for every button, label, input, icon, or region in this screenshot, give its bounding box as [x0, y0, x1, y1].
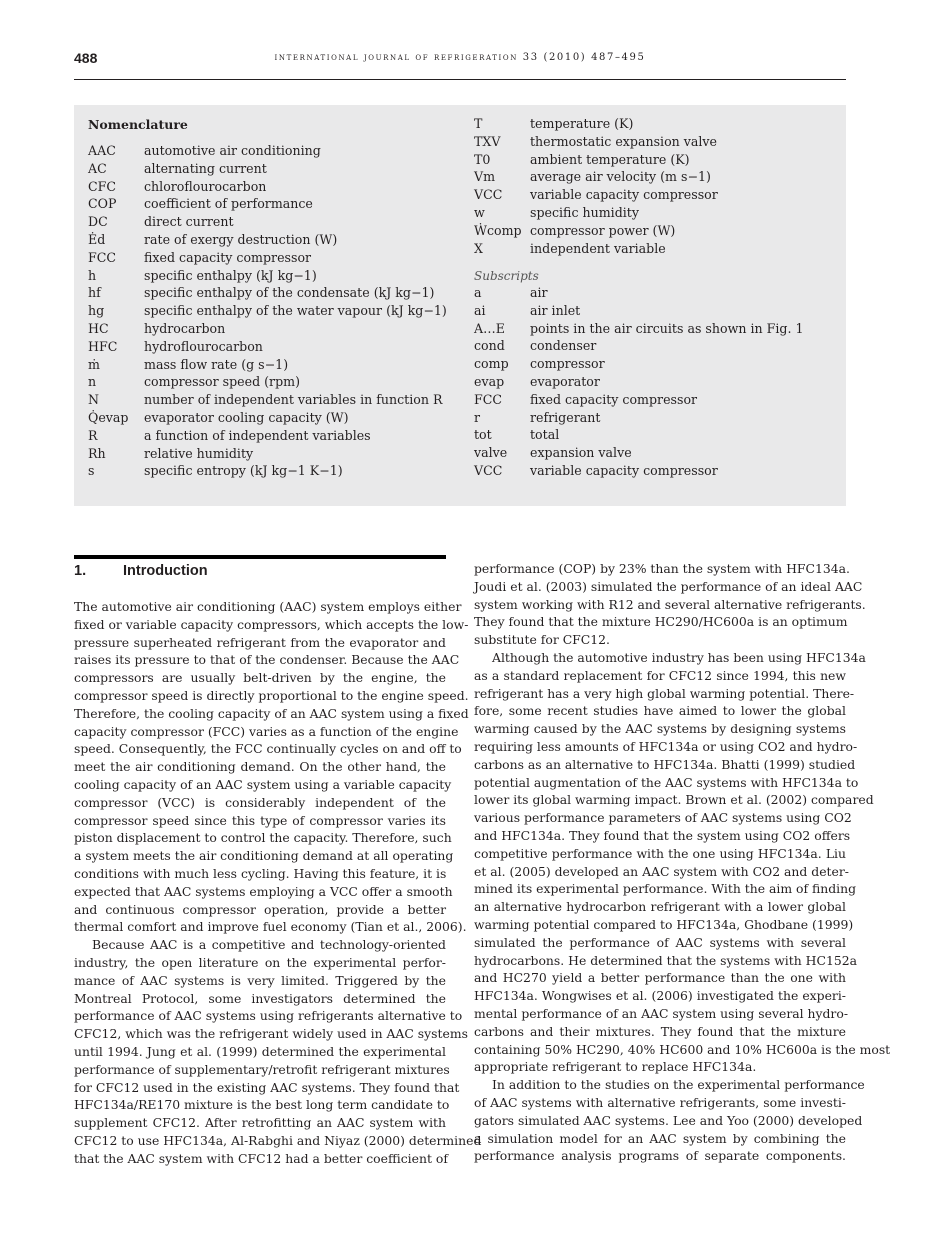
text-line: et al. (2005) developed an AAC system with CO2 and deter-: [474, 863, 849, 879]
nomenclature-box: [74, 105, 846, 506]
subscript-definition: total: [530, 427, 560, 443]
text-line: simulated the performance of AAC systems with several: [474, 934, 846, 950]
nomenclature-right-definition: thermostatic expansion valve: [530, 133, 717, 149]
nomenclature-right-definition: ambient temperature (K): [530, 151, 690, 167]
text-line: piston displacement to control the capacity. Therefore, such: [74, 830, 452, 846]
text-line: substitute for CFC12.: [474, 632, 610, 648]
nomenclature-right-symbol: Ẇcomp: [474, 222, 522, 238]
subscript-symbol: VCC: [474, 463, 503, 478]
nomenclature-left-definition: mass flow rate (g s−1): [144, 356, 289, 372]
text-line: industry, the open literature on the experimental perfor-: [74, 955, 446, 970]
text-line: a simulation model for an AAC system by combining the: [474, 1130, 846, 1146]
nomenclature-left-symbol: DC: [88, 214, 108, 230]
text-line: mined its experimental performance. With the aim of finding: [474, 881, 857, 897]
nomenclature-left-definition: hydrocarbon: [144, 321, 226, 336]
nomenclature-left-definition: hydroflourocarbon: [144, 338, 263, 354]
subscript-definition: air inlet: [530, 302, 581, 318]
nomenclature-left-symbol: Q̇evap: [88, 410, 129, 425]
subscript-symbol: FCC: [474, 391, 503, 407]
nomenclature-left-definition: a function of independent variables: [144, 427, 371, 443]
text-line: compressor speed is directly proportional to the engine speed.: [74, 688, 469, 703]
nomenclature-right-symbol: VCC: [474, 187, 503, 203]
text-line: a system meets the air conditioning demand at all operating: [74, 848, 454, 864]
text-line: conditions with much less cycling. Having this feature, it is: [74, 866, 447, 881]
text-line: HFC134a. Wongwises et al. (2006) investigated the experi-: [474, 988, 846, 1004]
text-line: competitive performance with the one using HFC134a. Liu: [474, 845, 846, 861]
text-line: The automotive air conditioning (AAC) system employs either: [74, 599, 462, 614]
text-line: CFC12, which was the refrigerant widely used in AAC systems: [74, 1026, 468, 1042]
nomenclature-right-symbol: w: [474, 205, 485, 220]
text-line: In addition to the studies on the experimental performance: [492, 1077, 865, 1093]
nomenclature-left-symbol: HC: [88, 321, 109, 336]
subscript-symbol: cond: [474, 338, 505, 354]
subscript-symbol: tot: [474, 427, 492, 443]
subscript-symbol: ai: [474, 302, 486, 318]
text-line: performance (COP) by 23% than the system with HFC134a.: [474, 561, 850, 576]
nomenclature-left-definition: chloroflourocarbon: [144, 178, 267, 194]
text-line: compressors are usually belt-driven by the engine, the: [74, 670, 446, 686]
nomenclature-left-symbol: Ėd: [88, 232, 106, 247]
nomenclature-right-symbol: TXV: [474, 133, 501, 149]
subscript-symbol: valve: [474, 445, 508, 461]
nomenclature-left-symbol: HFC: [88, 338, 118, 354]
text-line: Joudi et al. (2003) simulated the performance of an ideal AAC: [474, 578, 863, 594]
text-line: expected that AAC systems employing a VCC offer a smooth: [74, 883, 453, 899]
text-line: and HC270 yield a better performance than the one with: [474, 970, 846, 986]
nomenclature-left-symbol: FCC: [88, 249, 117, 265]
text-line: Therefore, the cooling capacity of an AAC system using a fixed: [74, 705, 469, 721]
subscript-symbol: A…E: [474, 320, 505, 336]
text-line: that the AAC system with CFC12 had a better coefficient of: [74, 1150, 448, 1166]
nomenclature-left-symbol: R: [88, 427, 98, 443]
text-line: carbons and their mixtures. They found that the mixture: [474, 1023, 846, 1039]
text-line: supplement CFC12. After retrofitting an AAC system with: [74, 1115, 446, 1131]
nomenclature-right-definition: compressor power (W): [530, 222, 676, 238]
nomenclature-left-definition: specific enthalpy of the water vapour (kJ kg−1): [144, 303, 447, 319]
nomenclature-left-definition: fixed capacity compressor: [144, 249, 312, 265]
nomenclature-left-definition: specific enthalpy of the condensate (kJ kg−1): [144, 285, 435, 301]
text-line: refrigerant has a very high global warming potential. There-: [474, 685, 855, 701]
nomenclature-right-definition: specific humidity: [530, 205, 639, 220]
running-title: international journal of refrigeration 33 (2010) 487–495: [274, 52, 646, 63]
text-line: warming potential compared to HFC134a, Ghodbane (1999): [474, 917, 854, 932]
subscript-definition: air: [530, 285, 548, 300]
nomenclature-left-definition: coefficient of performance: [144, 196, 313, 212]
section-title: Introduction: [123, 563, 208, 579]
nomenclature-left-symbol: n: [88, 374, 97, 390]
nomenclature-left-definition: automotive air conditioning: [144, 143, 321, 158]
text-line: speed. Consequently, the FCC continually cycles on and off to: [74, 741, 462, 757]
text-line: meet the air conditioning demand. On the other hand, the: [74, 759, 446, 775]
section-rule: [74, 555, 446, 559]
text-line: carbons as an alternative to HFC134a. Bhatti (1999) studied: [474, 756, 856, 772]
text-line: They found that the mixture HC290/HC600a is an optimum: [474, 614, 848, 630]
text-line: HFC134a/RE170 mixture is the best long term candidate to: [74, 1097, 450, 1113]
subscript-definition: fixed capacity compressor: [530, 391, 698, 407]
text-line: containing 50% HC290, 40% HC600 and 10% HC600a is the most: [474, 1041, 891, 1057]
nomenclature-left-symbol: AAC: [88, 143, 116, 158]
text-line: for CFC12 used in the existing AAC systems. They found that: [74, 1079, 460, 1095]
nomenclature-right-symbol: T0: [474, 151, 491, 167]
subscript-definition: points in the air circuits as shown in Fig. 1: [530, 320, 804, 336]
nomenclature-right-definition: independent variable: [530, 240, 666, 256]
nomenclature-left-symbol: CFC: [88, 178, 117, 194]
text-line: performance analysis programs of separate components.: [474, 1148, 846, 1164]
nomenclature-left-definition: relative humidity: [144, 445, 254, 461]
nomenclature-right-definition: average air velocity (m s−1): [530, 169, 711, 185]
nomenclature-left-definition: specific entropy (kJ kg−1 K−1): [144, 463, 343, 479]
nomenclature-right-definition: variable capacity compressor: [530, 187, 718, 203]
subscript-definition: compressor: [530, 356, 605, 372]
text-line: requiring less amounts of HFC134a or using CO2 and hydro-: [474, 739, 858, 754]
subscript-symbol: r: [474, 409, 481, 425]
nomenclature-left-symbol: COP: [88, 196, 117, 212]
text-line: raises its pressure to that of the condenser. Because the AAC: [74, 652, 460, 668]
text-line: fixed or variable capacity compressors, which accepts the low-: [74, 616, 469, 632]
nomenclature-left-definition: alternating current: [144, 160, 267, 176]
subscript-definition: variable capacity compressor: [530, 463, 718, 478]
nomenclature-left-definition: evaporator cooling capacity (W): [144, 410, 349, 425]
subscript-definition: condenser: [530, 338, 597, 354]
nomenclature-left-symbol: ṁ: [88, 356, 100, 372]
nomenclature-left-definition: specific enthalpy (kJ kg−1): [144, 267, 317, 283]
header-rule: [74, 79, 846, 80]
text-line: and continuous compressor operation, provide a better: [74, 901, 446, 917]
subscript-symbol: evap: [474, 374, 505, 389]
text-line: cooling capacity of an AAC system using a variable capacity: [74, 777, 452, 792]
nomenclature-left-symbol: hf: [88, 285, 101, 301]
nomenclature-left-symbol: AC: [88, 160, 107, 176]
text-line: performance of supplementary/retrofit refrigerant mixtures: [74, 1061, 450, 1077]
text-line: various performance parameters of AAC systems using CO2: [474, 810, 852, 826]
subscript-definition: refrigerant: [530, 409, 601, 425]
page-header: [74, 50, 846, 68]
section-heading: [74, 563, 208, 579]
nomenclature-left-definition: number of independent variables in function R: [144, 392, 443, 408]
text-line: mance of AAC systems is very limited. Triggered by the: [74, 972, 446, 988]
text-line: until 1994. Jung et al. (1999) determined the experimental: [74, 1044, 446, 1059]
text-line: thermal comfort and improve fuel economy (Tian et al., 2006).: [74, 919, 467, 935]
text-line: appropriate refrigerant to replace HFC134a.: [474, 1059, 757, 1075]
text-line: CFC12 to use HFC134a, Al-Rabghi and Niyaz (2000) determined: [74, 1133, 482, 1148]
nomenclature-left-symbol: h: [88, 267, 97, 283]
nomenclature-left-definition: compressor speed (rpm): [144, 374, 300, 390]
nomenclature-left-definition: direct current: [144, 214, 234, 230]
text-line: warming caused by the AAC systems by designing systems: [474, 721, 846, 737]
section-number: 1.: [74, 563, 87, 579]
subscript-symbol: comp: [474, 356, 509, 372]
text-line: and HFC134a. They found that the system using CO2 offers: [474, 828, 851, 843]
text-line: hydrocarbons. He determined that the systems with HC152a: [474, 952, 857, 968]
subscript-definition: expansion valve: [530, 445, 632, 461]
text-line: gators simulated AAC systems. Lee and Yoo (2000) developed: [474, 1112, 863, 1128]
text-line: compressor speed since this type of compressor varies its: [74, 812, 446, 828]
nomenclature-right-symbol: Vm: [474, 169, 496, 185]
nomenclature-right-symbol: X: [474, 240, 483, 256]
text-line: Montreal Protocol, some investigators determined the: [74, 990, 446, 1006]
nomenclature-right-symbol: T: [474, 116, 483, 131]
text-line: pressure superheated refrigerant from the evaporator and: [74, 634, 446, 650]
nomenclature-left-symbol: hg: [88, 303, 105, 319]
text-line: potential augmentation of the AAC systems with HFC134a to: [474, 774, 859, 790]
text-line: performance of AAC systems using refrigerants alternative to: [74, 1008, 463, 1024]
subscript-definition: evaporator: [530, 374, 600, 389]
text-line: an alternative hydrocarbon refrigerant with a lower global: [474, 899, 846, 915]
text-line: lower its global warming impact. Brown et al. (2002) compared: [474, 792, 874, 808]
nomenclature-left-symbol: N: [88, 392, 100, 408]
nomenclature-left-definition: rate of exergy destruction (W): [144, 232, 338, 247]
text-line: compressor (VCC) is considerably independent of the: [74, 794, 446, 810]
subscript-symbol: a: [474, 285, 482, 300]
nomenclature-title: Nomenclature: [88, 117, 188, 132]
text-line: fore, some recent studies have aimed to lower the global: [474, 703, 846, 719]
text-line: Because AAC is a competitive and technology-oriented: [92, 937, 446, 953]
text-line: as a standard replacement for CFC12 since 1994, this new: [474, 667, 846, 683]
text-line: Although the automotive industry has been using HFC134a: [492, 650, 866, 665]
nomenclature-left-symbol: s: [88, 463, 95, 479]
nomenclature-left-symbol: Rh: [88, 445, 106, 461]
text-line: system working with R12 and several alternative refrigerants.: [474, 596, 866, 612]
text-line: of AAC systems with alternative refrigerants, some investi-: [474, 1095, 846, 1110]
nomenclature-right-definition: temperature (K): [530, 116, 634, 131]
page-number: 488: [74, 50, 98, 66]
text-line: capacity compressor (FCC) varies as a function of the engine: [74, 723, 459, 739]
text-line: mental performance of an AAC system using several hydro-: [474, 1006, 849, 1021]
subscripts-title: Subscripts: [474, 269, 539, 283]
